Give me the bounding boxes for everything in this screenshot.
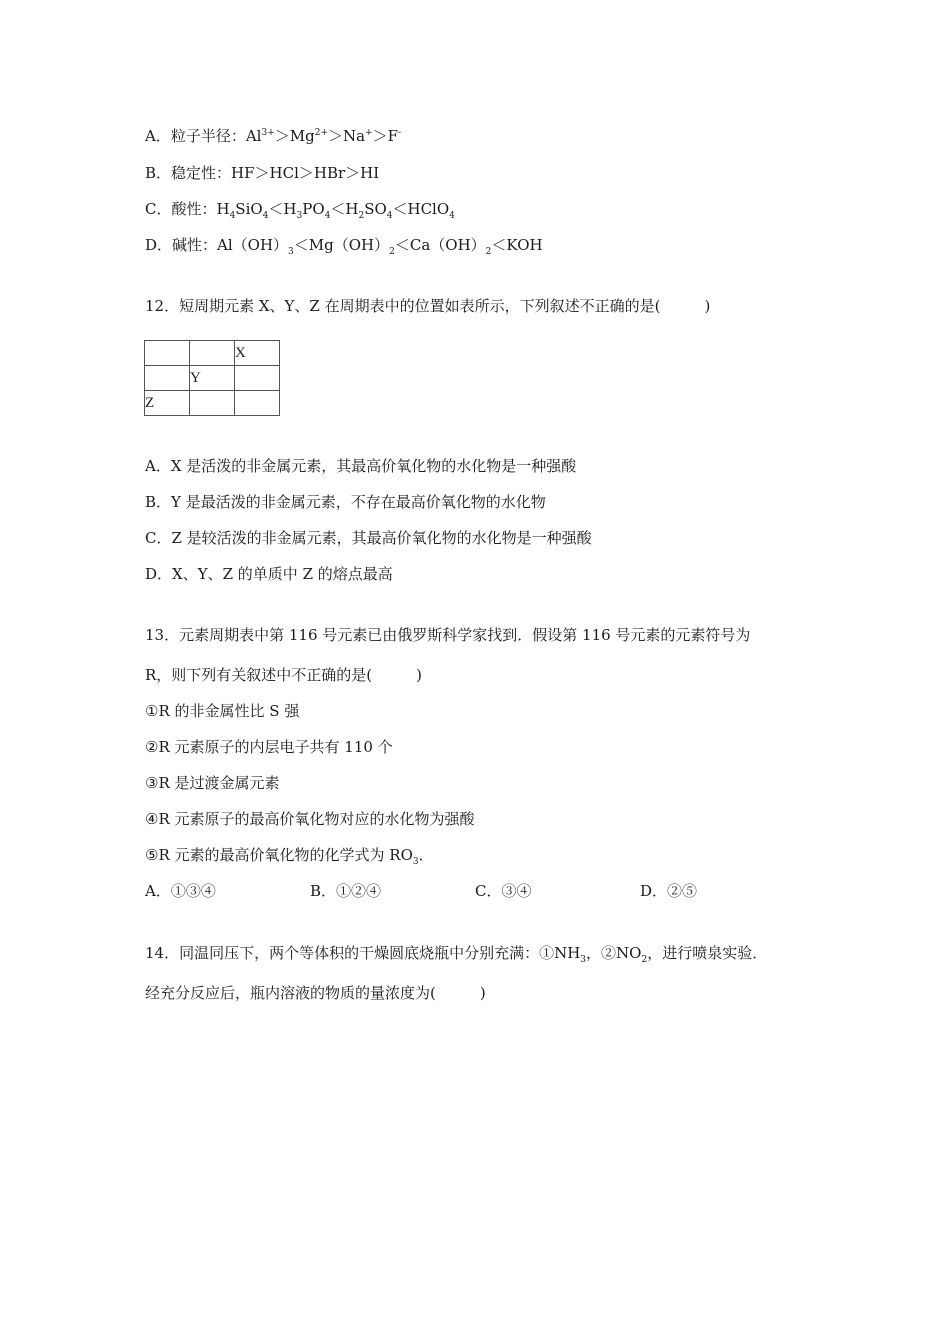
q14-stem-line2: 经充分反应后，瓶内溶液的物质的量浓度为( ) (145, 984, 486, 1002)
table-row (145, 341, 280, 366)
q11-option-a: A．粒子半径：$Al^{3+}>Mg^{2+}>Na^+>F^-$ (145, 127, 402, 145)
q14-stem-line1: 14．同温同压下，两个等体积的干燥圆底烧瓶中分别充满：$①NH_3$，$②NO_2$，进行喷泉实验． (145, 944, 768, 965)
table-cell: X (235, 341, 280, 366)
q12-option-c: C．Z 是较活泼的非金属元素，其最高价氧化物的水化物是一种强酸 (145, 529, 592, 547)
q13-option-a: A．①③④ (145, 882, 216, 900)
table-cell (190, 391, 235, 416)
q12-option-a: A．X 是活泼的非金属元素，其最高价氧化物的水化物是一种强酸 (145, 457, 577, 475)
table-row (145, 366, 280, 391)
table-cell: Z (145, 391, 190, 416)
q12-stem: 12．短周期元素 X、Y、Z 在周期表中的位置如表所示，下列叙述不正确的是( ) (145, 297, 711, 315)
table-cell (145, 366, 190, 391)
q13-statement-3: ③R 是过渡金属元素 (145, 774, 280, 792)
q13-option-d: D．②⑤ (640, 882, 698, 900)
table-cell (235, 366, 280, 391)
table-cell: Y (190, 366, 235, 391)
q12-option-b: B．Y 是最活泼的非金属元素，不存在最高价氧化物的水化物 (145, 493, 546, 511)
q13-statement-5: ⑤R 元素的最高价氧化物的化学式为 $RO_3$． (145, 846, 434, 867)
periodic-position-table (144, 340, 280, 416)
q11-option-d: D．碱性：$Al(OH)_3<Mg(OH)_2<Ca(OH)_2<KOH$ (145, 236, 543, 257)
q13-option-c: C．③④ (475, 882, 532, 900)
q13-statement-2: ②R 元素原子的内层电子共有 110 个 (145, 738, 393, 756)
table-cell (190, 341, 235, 366)
q11-option-b: B．稳定性：HF＞HCl＞HBr＞HI (145, 164, 380, 182)
table-cell (235, 391, 280, 416)
q13-stem-line2: R，则下列有关叙述中不正确的是( ) (145, 666, 423, 684)
q13-statement-1: ①R 的非金属性比 S 强 (145, 702, 300, 720)
q13-statement-4: ④R 元素原子的最高价氧化物对应的水化物为强酸 (145, 810, 475, 828)
q12-option-d: D．X、Y、Z 的单质中 Z 的熔点最高 (145, 565, 393, 583)
table-row (145, 391, 280, 416)
q11-option-c: C．酸性：$H_4SiO_4<H_3PO_4<H_2SO_4<HClO_4$ (145, 200, 455, 221)
table-cell (145, 341, 190, 366)
q13-option-b: B．①②④ (310, 882, 382, 900)
q13-stem-line1: 13．元素周期表中第 116 号元素已由俄罗斯科学家找到．假设第 116 号元素的元素符号为 (145, 626, 751, 644)
